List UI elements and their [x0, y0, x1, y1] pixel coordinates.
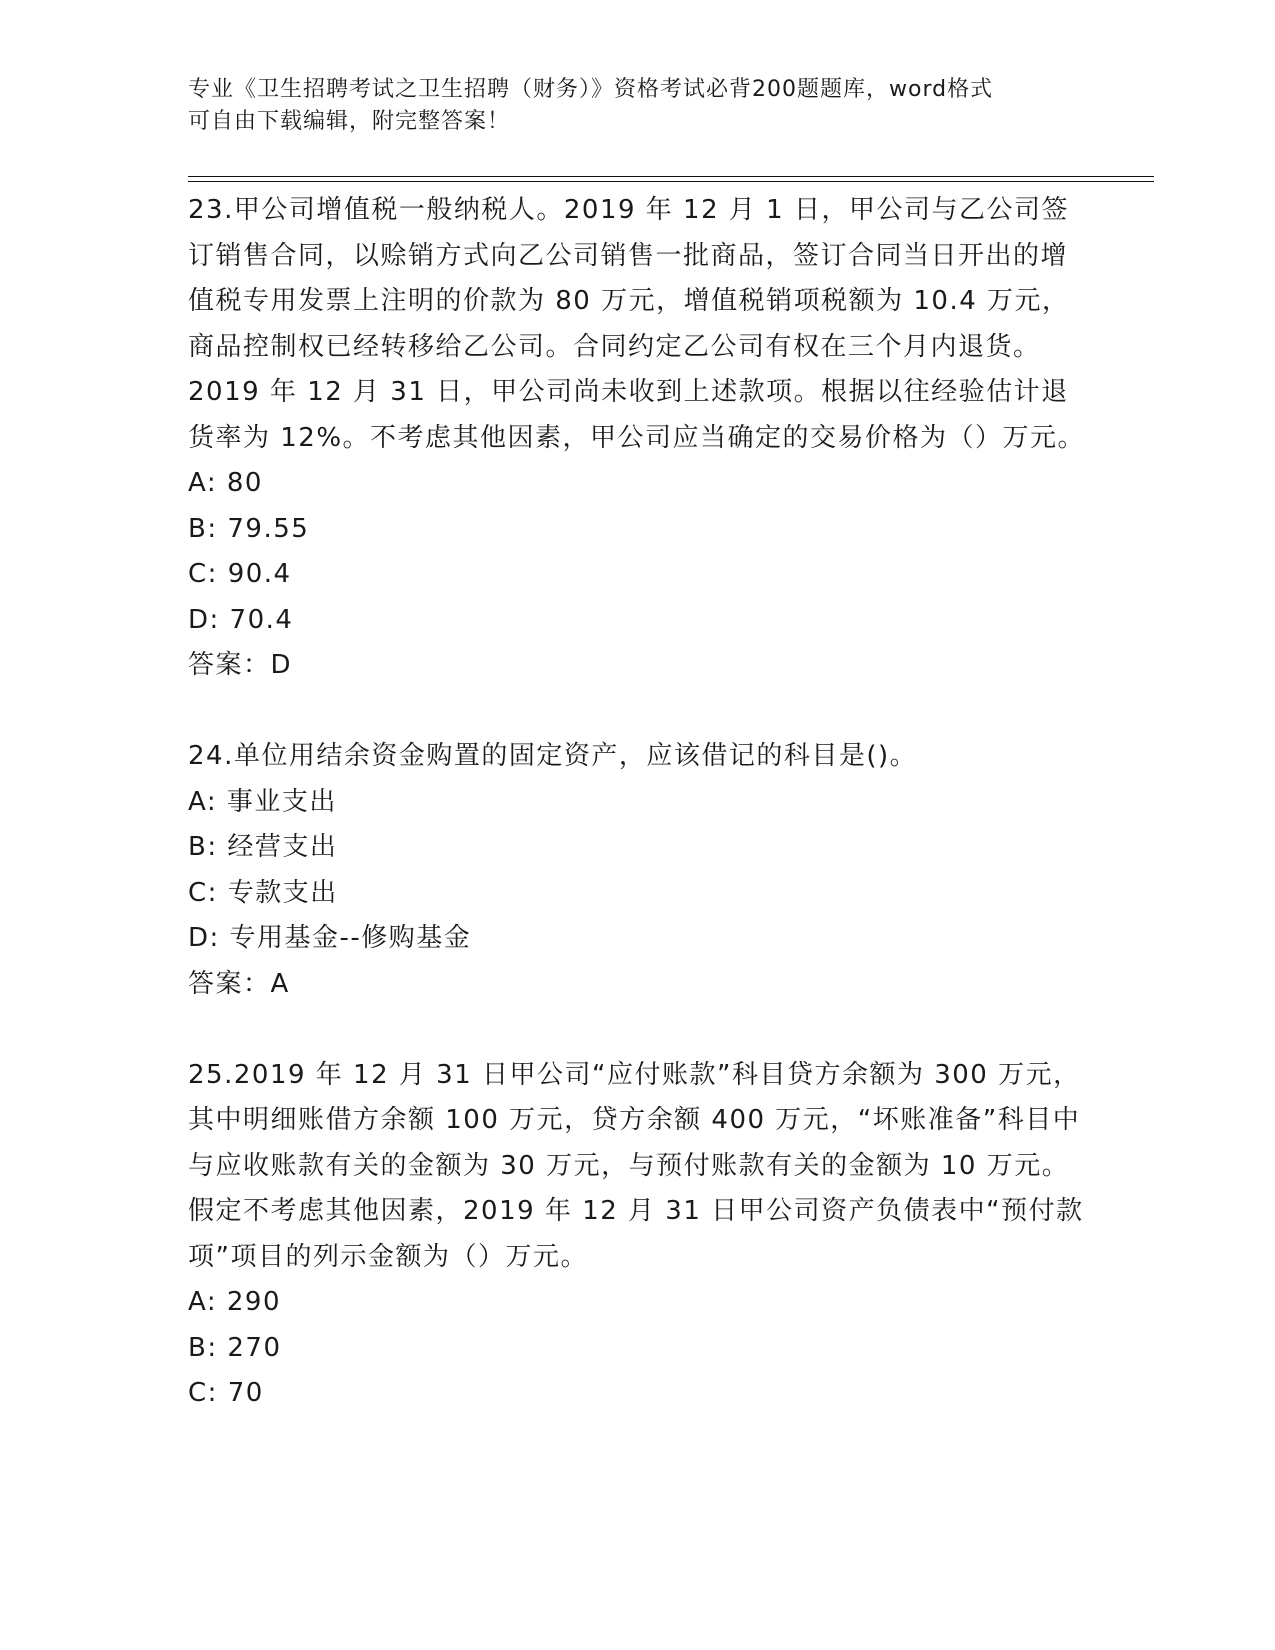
question-number: 25.: [188, 1059, 234, 1090]
question-text: [188, 1053, 1088, 1281]
header-line-2: 可自由下载编辑，附完整答案！: [188, 109, 511, 134]
answer-label: 答案：D: [188, 650, 293, 680]
option-d: D: 专用基金--修购基金: [188, 923, 472, 953]
question-number: 23.: [188, 195, 234, 225]
question-24: [188, 734, 1088, 1007]
question-text: [188, 188, 1088, 461]
question-23: [188, 188, 1088, 689]
question-text: [188, 734, 1088, 780]
option-a: A: 80: [188, 468, 263, 498]
option-b: B: 270: [188, 1332, 282, 1363]
question-number: 24.: [188, 741, 234, 771]
question-body: 单位用结余资金购置的固定资产，应该借记的科目是()。: [233, 741, 918, 771]
spacer: [188, 1007, 1088, 1053]
spacer: [188, 689, 1088, 735]
option-b: B: 经营支出: [188, 832, 338, 862]
document-header: [188, 74, 1088, 138]
option-b: B: 79.55: [188, 513, 310, 544]
question-body: 甲公司增值税一般纳税人。2019 年 12 月 1 日，甲公司与乙公司签订销售合同，以赊销方式向乙公司销售一批商品，签订合同当日开出的增值税专用发票上注明的价款为 80 万元，增值税销项税额为 10.4 万元，商品控制权已经转移给乙公司。合同约定乙公司有权在三个月内退货。2019 年 12 月 31 日，甲公司尚未收到上述款项。根据以往经验估计退货率为 12%。不考虑其他因素，甲公司应当确定的交易价格为（）万元。: [188, 195, 1086, 453]
option-d: D: 70.4: [188, 604, 294, 635]
option-c: C: 70: [188, 1378, 264, 1408]
option-c: C: 90.4: [188, 559, 292, 589]
question-body: 2019 年 12 月 31 日甲公司“应付账款”科目贷方余额为 300 万元，其中明细账借方余额 100 万元，贷方余额 400 万元，“坏账准备”科目中与应收账款有关的金额为 30 万元，与预付账款有关的金额为 10 万元。假定不考虑其他因素，2019 年 12 月 31 日甲公司资产负债表中“预付款项”项目的列示金额为（）万元。: [188, 1059, 1084, 1272]
header-line-1: 专业《卫生招聘考试之卫生招聘（财务）》资格考试必背200题题库，word格式: [188, 77, 994, 102]
option-c: C: 专款支出: [188, 877, 338, 908]
option-a: A: 事业支出: [188, 786, 337, 817]
question-25: [188, 1053, 1088, 1417]
option-a: A: 290: [188, 1287, 281, 1317]
answer-label: 答案：A: [188, 968, 290, 999]
header-divider-top: [188, 176, 1154, 177]
header-divider-bottom: [188, 181, 1154, 182]
question-list: [188, 188, 1088, 1417]
